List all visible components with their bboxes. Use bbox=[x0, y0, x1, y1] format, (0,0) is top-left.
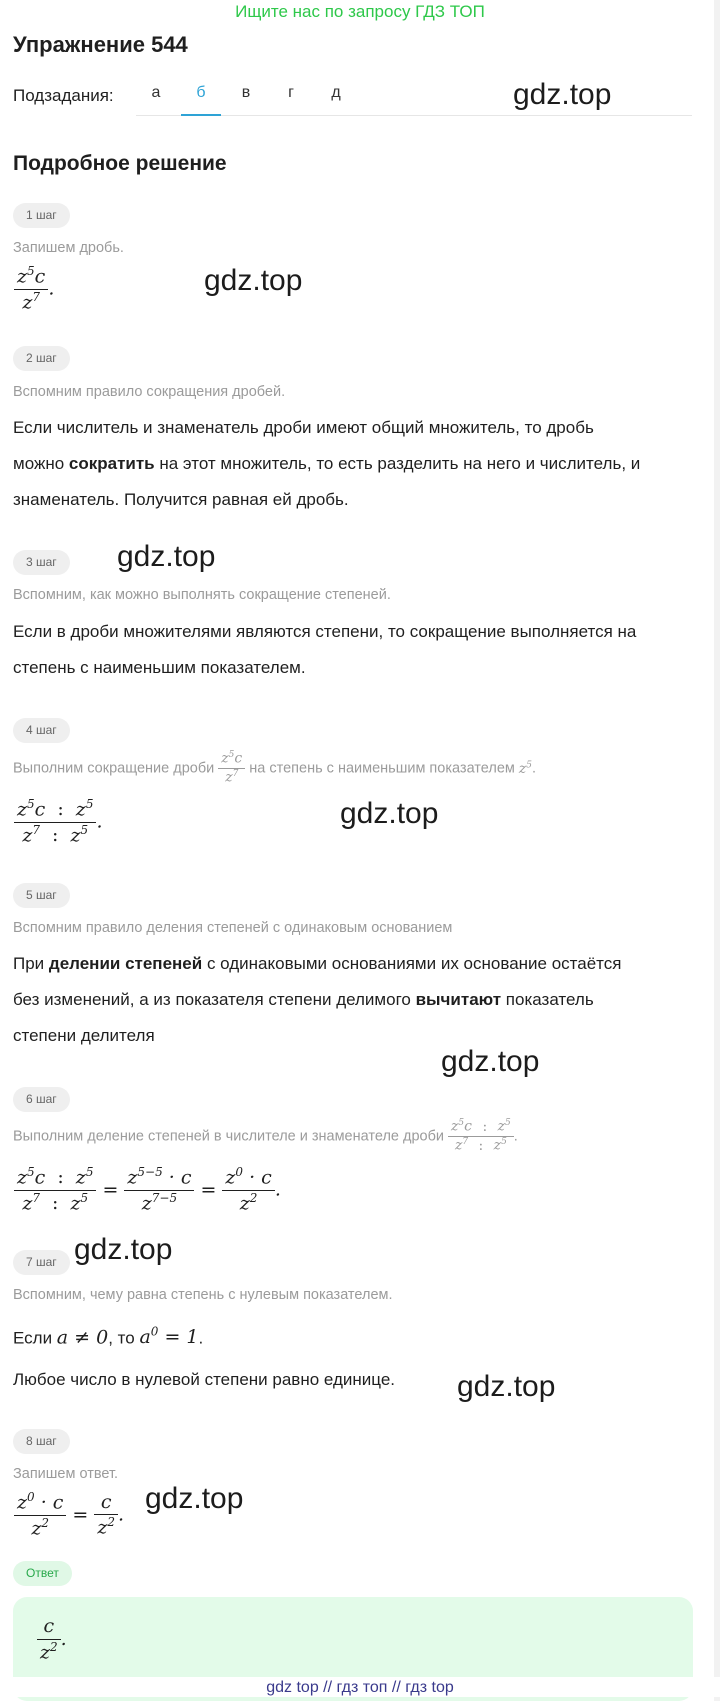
rule-line bbox=[13, 446, 703, 482]
step-note: Вспомним, чему равна степень с нулевым показателем. bbox=[13, 1287, 393, 1303]
footer-links bbox=[0, 1677, 720, 1697]
tab-v[interactable]: в bbox=[241, 84, 251, 101]
footer-link[interactable]: гдз top bbox=[405, 1679, 454, 1696]
step-badge: 8 шаг bbox=[13, 1429, 70, 1454]
bold-term: сократить bbox=[68, 454, 155, 473]
rule-line: Если a ≠ 0, то $a^0 = 1$. bbox=[13, 1325, 204, 1349]
footer-separator: // bbox=[391, 1679, 401, 1696]
note-part: на степень с наименьшим показателем bbox=[245, 760, 519, 777]
rule-part: При bbox=[13, 954, 49, 973]
rule-line: Если в дроби множителями являются степени, то сокращение выполняется на bbox=[13, 622, 637, 641]
bold-term: вычитают bbox=[415, 990, 502, 1009]
rule-line: знаменатель. Получится равная ей дробь. bbox=[13, 490, 349, 509]
math-fraction: $\frac{z^5c}{z^7}$ bbox=[218, 761, 245, 777]
step-badge: 3 шаг bbox=[13, 550, 70, 575]
step-badge: 4 шаг bbox=[13, 718, 70, 743]
step-badge: 5 шаг bbox=[13, 883, 70, 908]
bold-term: делении степеней bbox=[48, 954, 203, 973]
tab-d[interactable]: д bbox=[331, 84, 341, 101]
rule-part: можно bbox=[13, 454, 69, 473]
step-note: Выполним деление степеней в числителе и знаменателе дроби $\frac{z^5c : z^5}{z^7 : z^5}$ . bbox=[13, 1118, 518, 1154]
footer-link[interactable]: гдз топ bbox=[336, 1679, 388, 1696]
step-badge: 2 шаг bbox=[13, 346, 70, 371]
tab-a[interactable]: а bbox=[151, 84, 161, 101]
rule-part: на этот множитель, то есть разделить на него и числитель, и bbox=[154, 454, 641, 473]
rule-text bbox=[13, 410, 703, 518]
scrollbar[interactable] bbox=[714, 0, 720, 1701]
math-condition: a ≠ 0 bbox=[56, 1326, 109, 1349]
tab-g[interactable]: г bbox=[288, 84, 294, 101]
step-badge: 7 шаг bbox=[13, 1250, 70, 1275]
note-part: Выполним деление степеней в числителе и знаменателе дроби bbox=[13, 1128, 449, 1145]
rule-part: Если bbox=[13, 1328, 57, 1348]
watermark: gdz.top bbox=[441, 1045, 540, 1078]
step-note: Вспомним правило сокращения дробей. bbox=[13, 384, 286, 400]
math-power: $z^5$ bbox=[518, 760, 533, 777]
step-badge: 6 шаг bbox=[13, 1087, 70, 1112]
page-title: Упражнение 544 bbox=[13, 32, 188, 57]
rule-line bbox=[13, 982, 703, 1018]
watermark: gdz.top bbox=[204, 264, 303, 297]
step-note: Вспомним, как можно выполнять сокращение степеней. bbox=[13, 587, 391, 603]
step-note: Выполним сокращение дроби $\frac{z^5c}{z^7}$ на степень с наименьшим показателем $z^5$. bbox=[13, 750, 537, 786]
step-note: Запишем дробь. bbox=[13, 240, 124, 256]
watermark: gdz.top bbox=[145, 1482, 244, 1515]
step-note: Вспомним правило деления степеней с одинаковым основанием bbox=[13, 920, 453, 936]
subtasks-label: Подзадания: bbox=[13, 86, 114, 105]
watermark: gdz.top bbox=[340, 797, 439, 830]
watermark: gdz.top bbox=[513, 78, 612, 111]
step-note: Запишем ответ. bbox=[13, 1466, 119, 1482]
rule-line: степень с наименьшим показателем. bbox=[13, 658, 306, 677]
note-part: Выполним сокращение дроби bbox=[13, 760, 219, 777]
math-fraction: $\frac{z^5c}{z^7}$ . bbox=[14, 264, 54, 315]
math-result: $a^0 = 1$ bbox=[139, 1325, 199, 1349]
top-banner: Ищите нас по запросу ГДЗ ТОП bbox=[235, 2, 485, 21]
rule-part: с одинаковыми основаниями их основание остаётся bbox=[202, 954, 622, 973]
watermark: gdz.top bbox=[117, 540, 216, 573]
rule-text bbox=[13, 1314, 703, 1356]
watermark: gdz.top bbox=[457, 1370, 556, 1403]
rule-text bbox=[13, 614, 703, 686]
solution-heading: Подробное решение bbox=[13, 152, 227, 175]
watermark: gdz.top bbox=[74, 1233, 173, 1266]
rule-line bbox=[13, 946, 703, 982]
rule-part: , то bbox=[108, 1328, 140, 1348]
math-fraction: $\frac{z^5c : z^5}{z^7 : z^5}$ bbox=[448, 1129, 514, 1145]
rule-line: Любое число в нулевой степени равно единице. bbox=[13, 1370, 396, 1389]
rule-line: степени делителя bbox=[13, 1026, 155, 1045]
answer-fraction: $\frac{c}{z^2}$ . bbox=[37, 1615, 67, 1665]
rule-part: показатель bbox=[501, 990, 594, 1009]
step-badge: 1 шаг bbox=[13, 203, 70, 228]
rule-line: Если числитель и знаменатель дроби имеют общий множитель, то дробь bbox=[13, 418, 594, 437]
rule-part: без изменений, а из показателя степени делимого bbox=[13, 990, 416, 1009]
answer-badge: Ответ bbox=[13, 1561, 72, 1586]
math-fraction: $\frac{z^5c : z^5}{z^7 : z^5}$ . bbox=[14, 797, 103, 848]
math-equation: $\frac{z^0 \cdot c}{z^2}$ = $\frac{c}{z^2}$ . bbox=[14, 1490, 124, 1541]
footer-link[interactable]: gdz top bbox=[266, 1679, 319, 1696]
tab-b[interactable]: б bbox=[181, 84, 221, 116]
footer-separator: // bbox=[323, 1679, 333, 1696]
math-equation: $\frac{z^5c : z^5}{z^7 : z^5}$ = $\frac{z^{5-5} \cdot c}{z^{7-5}}$ = $\frac{z^0 \cdot c}{z^2}$ . bbox=[14, 1165, 281, 1216]
rule-text bbox=[13, 946, 703, 1054]
